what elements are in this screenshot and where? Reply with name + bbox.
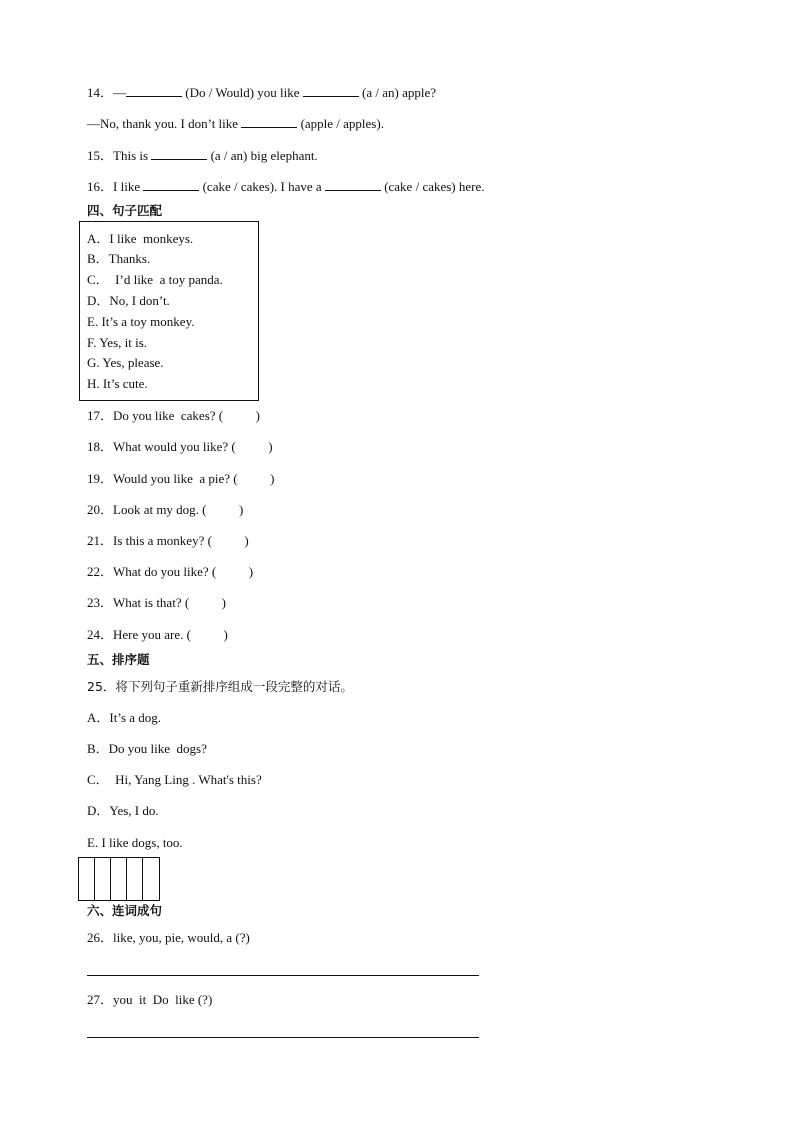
q14-number: 14．: [87, 85, 114, 100]
ordering-option-d: D．Yes, I do.: [87, 803, 159, 818]
question-17[interactable]: 17．Do you like cakes? ( ): [87, 408, 260, 423]
option-c: C． I’d like a toy panda.: [87, 272, 223, 287]
q14-blank-1[interactable]: [126, 84, 182, 97]
ordering-option-e: E. I like dogs, too.: [87, 835, 183, 850]
question-20[interactable]: 20．Look at my dog. ( ): [87, 502, 244, 517]
question-14-line-2: [87, 115, 384, 132]
q16-blank-1[interactable]: [143, 178, 199, 191]
ordering-option-b: B．Do you like dogs?: [87, 741, 207, 756]
q16-blank-2[interactable]: [325, 178, 381, 191]
answer-cells: [78, 857, 160, 901]
q14-blank-2[interactable]: [303, 84, 359, 97]
question-24[interactable]: 24．Here you are. ( ): [87, 627, 228, 642]
option-g: G. Yes, please.: [87, 355, 164, 370]
question-23[interactable]: 23．What is that? ( ): [87, 595, 226, 610]
matching-options-box: [79, 221, 259, 401]
option-a: A．I like monkeys.: [87, 231, 194, 246]
q14-choice-1: (Do / Would) you like: [185, 85, 300, 100]
q14-reply: —No, thank you. I don’t like: [87, 116, 239, 131]
ordering-option-a: A．It’s a dog.: [87, 710, 162, 725]
question-27-answer-line[interactable]: [87, 1037, 479, 1038]
section-4-heading: 四、句子匹配: [87, 203, 163, 218]
question-22[interactable]: 22．What do you like? ( ): [87, 564, 254, 579]
q14-dash: —: [113, 85, 127, 100]
answer-cell-3[interactable]: [111, 858, 127, 900]
answer-cell-5[interactable]: [143, 858, 159, 900]
q15-blank[interactable]: [151, 147, 207, 160]
q16-text-c: (cake / cakes) here.: [384, 179, 485, 194]
option-e: E. It’s a toy monkey.: [87, 314, 195, 329]
section-6-heading: 六、连词成句: [87, 903, 163, 918]
answer-cell-4[interactable]: [127, 858, 143, 900]
q14-choice-3: (apple / apples).: [300, 116, 384, 131]
option-d: D．No, I don’t.: [87, 293, 170, 308]
question-21[interactable]: 21．Is this a monkey? ( ): [87, 533, 249, 548]
q15-number: 15．: [87, 148, 114, 163]
ordering-option-c: C． Hi, Yang Ling . What's this?: [87, 772, 262, 787]
q14-blank-3[interactable]: [241, 115, 297, 128]
question-26: 26．like, you, pie, would, a (?): [87, 930, 250, 945]
q16-text-b: (cake / cakes). I have a: [202, 179, 322, 194]
q16-number: 16．: [87, 179, 114, 194]
q14-choice-2: (a / an) apple?: [362, 85, 437, 100]
answer-cell-1[interactable]: [79, 858, 95, 900]
option-b: B．Thanks.: [87, 251, 151, 266]
question-14-line-1: [87, 84, 436, 101]
q15-text-a: This is: [113, 148, 149, 163]
section-5-heading: 五、排序题: [87, 652, 150, 667]
q16-text-a: I like: [113, 179, 141, 194]
question-18[interactable]: 18．What would you like? ( ): [87, 439, 273, 454]
q15-text-b: (a / an) big elephant.: [210, 148, 318, 163]
question-26-answer-line[interactable]: [87, 975, 479, 976]
option-h: H. It’s cute.: [87, 376, 148, 391]
question-16: [87, 178, 485, 195]
question-25-prompt: 25．将下列句子重新排序组成一段完整的对话。: [87, 679, 353, 694]
question-15: [87, 147, 318, 164]
answer-cell-2[interactable]: [95, 858, 111, 900]
option-f: F. Yes, it is.: [87, 335, 148, 350]
question-27: 27．you it Do like (?): [87, 992, 213, 1007]
question-19[interactable]: 19．Would you like a pie? ( ): [87, 471, 275, 486]
